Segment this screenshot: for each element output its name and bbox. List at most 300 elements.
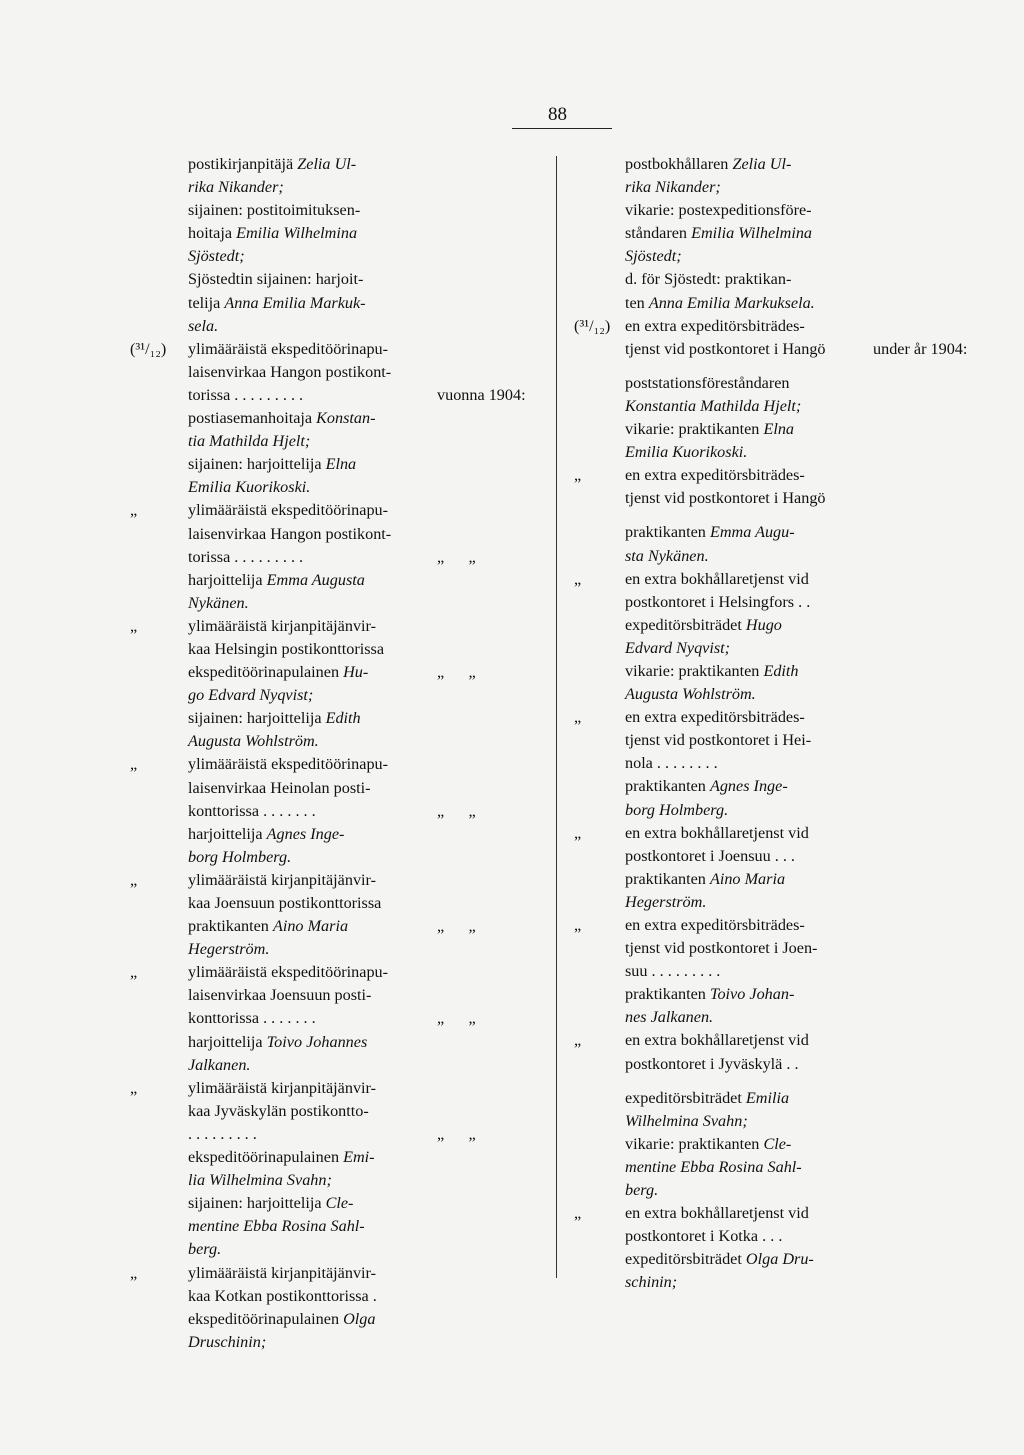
spacer: [574, 868, 610, 891]
finnish-entry-marker: „: [130, 501, 138, 520]
finnish-line: ekspeditöörinapulainen Olga: [188, 1309, 376, 1328]
swedish-line: praktikanten Agnes Inge-: [625, 777, 788, 796]
page-number: 88: [548, 104, 567, 125]
swedish-line: en extra expeditörsbiträdes-: [625, 316, 805, 335]
spacer: [437, 1331, 526, 1354]
spacer: [873, 614, 967, 637]
finnish-line: sijainen: harjoittelija Edith: [188, 709, 361, 728]
spacer: [437, 707, 526, 730]
spacer: [130, 384, 166, 407]
swedish-line: d. för Sjöstedt: praktikan-: [625, 270, 792, 289]
spacer: [574, 591, 610, 614]
spacer: [437, 268, 526, 291]
finnish-line: Nykänen.: [188, 593, 249, 612]
spacer: [873, 729, 967, 752]
swedish-line: postkontoret i Helsingfors . .: [625, 592, 811, 611]
spacer: [574, 891, 610, 914]
finnish-entry-marker: (³¹/₁₂): [130, 339, 167, 358]
swedish-line: expeditörsbiträdet Olga Dru-: [625, 1250, 814, 1269]
spacer: [873, 464, 967, 487]
spacer: [873, 372, 967, 395]
spacer: [873, 1006, 967, 1029]
spacer: [574, 1156, 610, 1179]
spacer: [873, 510, 967, 521]
ditto-marks: „ „: [437, 663, 476, 682]
spacer: [574, 222, 610, 245]
spacer: [437, 499, 526, 522]
spacer: [437, 1262, 526, 1285]
spacer: [574, 521, 610, 544]
spacer: [873, 1225, 967, 1248]
spacer: [873, 1202, 967, 1225]
spacer: [437, 869, 526, 892]
spacer: [130, 777, 166, 800]
spacer: [437, 961, 526, 984]
swedish-line: Emilia Kuorikoski.: [625, 443, 748, 462]
finnish-line: torissa . . . . . . . . .: [188, 385, 304, 404]
spacer: [873, 1087, 967, 1110]
spacer: [437, 777, 526, 800]
swedish-line: nola . . . . . . . .: [625, 754, 718, 773]
spacer: [574, 683, 610, 706]
swedish-line: postkontoret i Joensuu . . .: [625, 846, 795, 865]
swedish-entry-marker: (³¹/₁₂): [574, 316, 611, 335]
spacer: [873, 1248, 967, 1271]
spacer: [437, 615, 526, 638]
swedish-line: schinin;: [625, 1273, 678, 1292]
swedish-line: vikarie: praktikanten Cle-: [625, 1134, 792, 1153]
swedish-entry-marker: „: [574, 569, 582, 588]
spacer: [574, 960, 610, 983]
spacer: [873, 292, 967, 315]
spacer: [574, 245, 610, 268]
spacer: [873, 1156, 967, 1179]
spacer: [437, 984, 526, 1007]
swedish-line: en extra bokhållaretjenst vid: [625, 823, 809, 842]
spacer: [437, 199, 526, 222]
finnish-line: ylimääräistä ekspeditöörinapu-: [188, 339, 389, 358]
spacer: [130, 430, 166, 453]
spacer: [873, 1053, 967, 1076]
spacer: [437, 1215, 526, 1238]
spacer: [130, 1331, 166, 1354]
spacer: [130, 1031, 166, 1054]
swedish-line: rika Nikander;: [625, 178, 721, 197]
swedish-line: Augusta Wohlström.: [625, 685, 756, 704]
spacer: [130, 846, 166, 869]
swedish-line: Sjöstedt;: [625, 247, 682, 266]
ditto-marks: „ „: [437, 547, 476, 566]
finnish-line: harjoittelija Emma Augusta: [188, 570, 365, 589]
finnish-line: konttorissa . . . . . . .: [188, 1009, 316, 1028]
spacer: [873, 799, 967, 822]
spacer: [130, 199, 166, 222]
spacer: [130, 222, 166, 245]
swedish-line: nes Jalkanen.: [625, 1008, 714, 1027]
ditto-marks: „ „: [437, 1009, 476, 1028]
swedish-line: en extra expeditörsbiträdes-: [625, 708, 805, 727]
spacer: [574, 1006, 610, 1029]
finnish-line: laisenvirkaa Joensuun posti-: [188, 986, 372, 1005]
spacer: [130, 268, 166, 291]
spacer: [574, 937, 610, 960]
spacer: [574, 1271, 610, 1294]
swedish-year-column: [873, 153, 967, 1295]
page-number-rule: [512, 128, 612, 129]
finnish-line: harjoittelija Agnes Inge-: [188, 824, 345, 843]
spacer: [873, 591, 967, 614]
ditto-marks: „ „: [437, 801, 476, 820]
finnish-line: kaa Helsingin postikonttorissa: [188, 639, 385, 658]
swedish-entry-marker: „: [574, 1204, 582, 1223]
finnish-line: ylimääräistä kirjanpitäjänvir-: [188, 1263, 377, 1282]
swedish-line: Konstantia Mathilda Hjelt;: [625, 396, 802, 415]
spacer: [130, 1100, 166, 1123]
spacer: [873, 891, 967, 914]
spacer: [130, 407, 166, 430]
finnish-line: Druschinin;: [188, 1332, 267, 1351]
finnish-line: tia Mathilda Hjelt;: [188, 432, 311, 451]
spacer: [574, 983, 610, 1006]
spacer: [873, 268, 967, 291]
swedish-line: berg.: [625, 1181, 659, 1200]
finnish-line: Hegerström.: [188, 940, 270, 959]
finnish-line: ylimääräistä kirjanpitäjänvir-: [188, 616, 377, 635]
ditto-marks: „ „: [437, 1124, 476, 1143]
spacer: [437, 592, 526, 615]
spacer: [574, 418, 610, 441]
spacer: [130, 1146, 166, 1169]
swedish-line: suu . . . . . . . . .: [625, 962, 721, 981]
finnish-line: sela.: [188, 316, 219, 335]
spacer: [873, 706, 967, 729]
spacer: [437, 315, 526, 338]
spacer: [574, 752, 610, 775]
finnish-line: torissa . . . . . . . . .: [188, 547, 304, 566]
spacer: [873, 983, 967, 1006]
spacer: [437, 1169, 526, 1192]
finnish-entry-marker: „: [130, 963, 138, 982]
finnish-line: postiasemanhoitaja Konstan-: [188, 409, 376, 428]
spacer: [873, 487, 967, 510]
spacer: [130, 684, 166, 707]
spacer: [574, 1179, 610, 1202]
swedish-line: mentine Ebba Rosina Sahl-: [625, 1157, 802, 1176]
spacer: [437, 938, 526, 961]
finnish-line: sijainen: harjoittelija Cle-: [188, 1194, 354, 1213]
spacer: [873, 775, 967, 798]
spacer: [130, 984, 166, 1007]
swedish-line: expeditörsbiträdet Emilia: [625, 1088, 790, 1107]
finnish-line: konttorissa . . . . . . .: [188, 801, 316, 820]
finnish-line: kaa Jyväskylän postikontto-: [188, 1101, 369, 1120]
spacer: [130, 245, 166, 268]
spacer: [873, 245, 967, 268]
spacer: [437, 361, 526, 384]
spacer: [130, 592, 166, 615]
spacer: [437, 407, 526, 430]
spacer: [625, 361, 826, 372]
spacer: [437, 476, 526, 499]
finnish-column: [188, 153, 391, 1354]
spacer: [574, 775, 610, 798]
finnish-line: mentine Ebba Rosina Sahl-: [188, 1217, 365, 1236]
spacer: [130, 1007, 166, 1030]
swedish-line: Hegerström.: [625, 892, 707, 911]
finnish-line: ylimääräistä kirjanpitäjänvir-: [188, 1078, 377, 1097]
spacer: [873, 521, 967, 544]
spacer: [574, 1053, 610, 1076]
spacer: [873, 395, 967, 418]
finnish-entry-marker: „: [130, 870, 138, 889]
swedish-line: postkontoret i Kotka . . .: [625, 1227, 783, 1246]
swedish-date-markers: [574, 153, 610, 1295]
finnish-year-label: vuonna 1904:: [437, 385, 526, 404]
spacer: [130, 892, 166, 915]
spacer: [130, 476, 166, 499]
finnish-year-column: [437, 153, 526, 1354]
spacer: [574, 1087, 610, 1110]
spacer: [437, 1100, 526, 1123]
spacer: [873, 683, 967, 706]
spacer: [437, 292, 526, 315]
finnish-entry-marker: „: [130, 616, 138, 635]
spacer: [437, 684, 526, 707]
spacer: [574, 487, 610, 510]
spacer: [574, 292, 610, 315]
spacer: [873, 153, 967, 176]
spacer: [873, 199, 967, 222]
spacer: [873, 222, 967, 245]
swedish-line: expeditörsbiträdet Hugo: [625, 615, 782, 634]
spacer: [873, 418, 967, 441]
spacer: [873, 568, 967, 591]
spacer: [873, 1133, 967, 1156]
spacer: [574, 845, 610, 868]
spacer: [437, 1077, 526, 1100]
spacer: [625, 1076, 826, 1087]
spacer: [437, 523, 526, 546]
spacer: [130, 730, 166, 753]
finnish-line: ekspeditöörinapulainen Emi-: [188, 1148, 375, 1167]
spacer: [437, 1238, 526, 1261]
spacer: [130, 638, 166, 661]
finnish-line: laisenvirkaa Heinolan posti-: [188, 778, 371, 797]
spacer: [873, 315, 967, 338]
finnish-line: kaa Joensuun postikonttorissa: [188, 894, 382, 912]
spacer: [574, 510, 610, 521]
swedish-entry-marker: „: [574, 708, 582, 727]
spacer: [873, 937, 967, 960]
spacer: [574, 799, 610, 822]
spacer: [437, 823, 526, 846]
swedish-column: [625, 153, 826, 1295]
spacer: [873, 752, 967, 775]
swedish-line: borg Holmberg.: [625, 800, 729, 819]
spacer: [873, 822, 967, 845]
spacer: [873, 545, 967, 568]
spacer: [574, 338, 610, 361]
swedish-line: ten Anna Emilia Markuksela.: [625, 293, 815, 312]
spacer: [873, 176, 967, 199]
swedish-line: en extra bokhållaretjenst vid: [625, 1031, 809, 1050]
spacer: [437, 430, 526, 453]
spacer: [574, 545, 610, 568]
finnish-line: sijainen: harjoittelija Elna: [188, 455, 357, 474]
swedish-line: postbokhållaren Zelia Ul-: [625, 155, 792, 173]
spacer: [130, 823, 166, 846]
spacer: [130, 1169, 166, 1192]
spacer: [130, 176, 166, 199]
spacer: [130, 707, 166, 730]
spacer: [437, 1285, 526, 1308]
spacer: [574, 1076, 610, 1087]
finnish-line: borg Holmberg.: [188, 847, 292, 866]
spacer: [574, 176, 610, 199]
spacer: [437, 176, 526, 199]
finnish-line: berg.: [188, 1240, 222, 1259]
swedish-line: tjenst vid postkontoret i Hei-: [625, 731, 812, 750]
finnish-line: Jalkanen.: [188, 1055, 251, 1074]
spacer: [437, 1031, 526, 1054]
finnish-line: postikirjanpitäjä Zelia Ul-: [188, 155, 357, 173]
spacer: [873, 1110, 967, 1133]
spacer: [873, 868, 967, 891]
swedish-entry-marker: „: [574, 823, 582, 842]
finnish-line: ylimääräistä ekspeditöörinapu-: [188, 501, 389, 520]
swedish-line: Wilhelmina Svahn;: [625, 1111, 748, 1130]
swedish-line: postkontoret i Jyväskylä . .: [625, 1054, 799, 1073]
spacer: [873, 441, 967, 464]
spacer: [574, 1133, 610, 1156]
spacer: [130, 315, 166, 338]
spacer: [130, 1054, 166, 1077]
finnish-line: ylimääräistä ekspeditöörinapu-: [188, 755, 389, 774]
spacer: [574, 1225, 610, 1248]
spacer: [437, 338, 526, 361]
finnish-entry-marker: „: [130, 755, 138, 774]
swedish-line: tjenst vid postkontoret i Hangö: [625, 489, 826, 508]
finnish-line: ylimääräistä ekspeditöörinapu-: [188, 963, 389, 982]
swedish-line: Edvard Nyqvist;: [625, 638, 731, 657]
spacer: [437, 638, 526, 661]
spacer: [130, 1285, 166, 1308]
swedish-line: praktikanten Emma Augu-: [625, 523, 795, 542]
spacer: [437, 1054, 526, 1077]
finnish-line: harjoittelija Toivo Johannes: [188, 1032, 368, 1051]
spacer: [574, 637, 610, 660]
swedish-line: en extra bokhållaretjenst vid: [625, 1204, 809, 1223]
spacer: [873, 1271, 967, 1294]
swedish-line: tjenst vid postkontoret i Hangö: [625, 339, 826, 358]
spacer: [873, 660, 967, 683]
spacer: [130, 292, 166, 315]
spacer: [873, 637, 967, 660]
swedish-line: sta Nykänen.: [625, 546, 709, 565]
spacer: [437, 730, 526, 753]
column-divider: [556, 156, 557, 1278]
swedish-line: tjenst vid postkontoret i Joen-: [625, 939, 818, 958]
spacer: [873, 1179, 967, 1202]
spacer: [574, 1110, 610, 1133]
spacer: [574, 614, 610, 637]
finnish-entry-marker: „: [130, 1078, 138, 1097]
finnish-entry-marker: „: [130, 1263, 138, 1282]
finnish-line: telija Anna Emilia Markuk-: [188, 293, 366, 312]
spacer: [574, 395, 610, 418]
spacer: [130, 661, 166, 684]
spacer: [130, 938, 166, 961]
spacer: [437, 892, 526, 915]
finnish-line: Augusta Wohlström.: [188, 732, 319, 751]
spacer: [873, 960, 967, 983]
swedish-line: vikarie: praktikanten Edith: [625, 661, 799, 680]
ditto-marks: „ „: [437, 917, 476, 936]
spacer: [437, 753, 526, 776]
spacer: [130, 523, 166, 546]
spacer: [437, 222, 526, 245]
finnish-line: sijainen: postitoimituksen-: [188, 201, 361, 220]
spacer: [437, 1308, 526, 1331]
finnish-line: Sjöstedtin sijainen: harjoit-: [188, 270, 364, 289]
spacer: [625, 510, 826, 521]
swedish-line: praktikanten Toivo Johan-: [625, 985, 795, 1004]
spacer: [873, 1076, 967, 1087]
swedish-line: en extra bokhållaretjenst vid: [625, 569, 809, 588]
spacer: [437, 569, 526, 592]
spacer: [873, 1029, 967, 1052]
swedish-line: en extra expeditörsbiträdes-: [625, 916, 805, 934]
spacer: [130, 153, 166, 176]
swedish-line: vikarie: postexpeditionsföre-: [625, 201, 812, 220]
swedish-line: poststationsföreståndaren: [625, 373, 790, 392]
finnish-line: go Edvard Nyqvist;: [188, 686, 314, 705]
spacer: [437, 846, 526, 869]
finnish-date-markers: [130, 153, 166, 1354]
spacer: [130, 915, 166, 938]
spacer: [130, 1308, 166, 1331]
spacer: [130, 361, 166, 384]
finnish-line: ekspeditöörinapulainen Hu-: [188, 663, 369, 682]
spacer: [437, 1146, 526, 1169]
finnish-line: laisenvirkaa Hangon postikont-: [188, 524, 392, 543]
spacer: [437, 453, 526, 476]
spacer: [130, 546, 166, 569]
swedish-entry-marker: „: [574, 466, 582, 485]
spacer: [574, 441, 610, 464]
spacer: [130, 1215, 166, 1238]
spacer: [574, 1248, 610, 1271]
spacer: [437, 153, 526, 176]
spacer: [130, 1238, 166, 1261]
spacer: [437, 1192, 526, 1215]
swedish-year-label: under år 1904:: [873, 339, 968, 358]
spacer: [574, 268, 610, 291]
swedish-entry-marker: „: [574, 1031, 582, 1050]
spacer: [574, 372, 610, 395]
spacer: [130, 1192, 166, 1215]
spacer: [130, 569, 166, 592]
finnish-line: . . . . . . . . .: [188, 1124, 257, 1143]
finnish-line: kaa Kotkan postikonttorissa .: [188, 1286, 377, 1305]
spacer: [130, 800, 166, 823]
finnish-line: lia Wilhelmina Svahn;: [188, 1171, 332, 1190]
spacer: [574, 660, 610, 683]
spacer: [130, 1123, 166, 1146]
spacer: [574, 361, 610, 372]
spacer: [873, 914, 967, 937]
swedish-line: en extra expeditörsbiträdes-: [625, 466, 805, 485]
